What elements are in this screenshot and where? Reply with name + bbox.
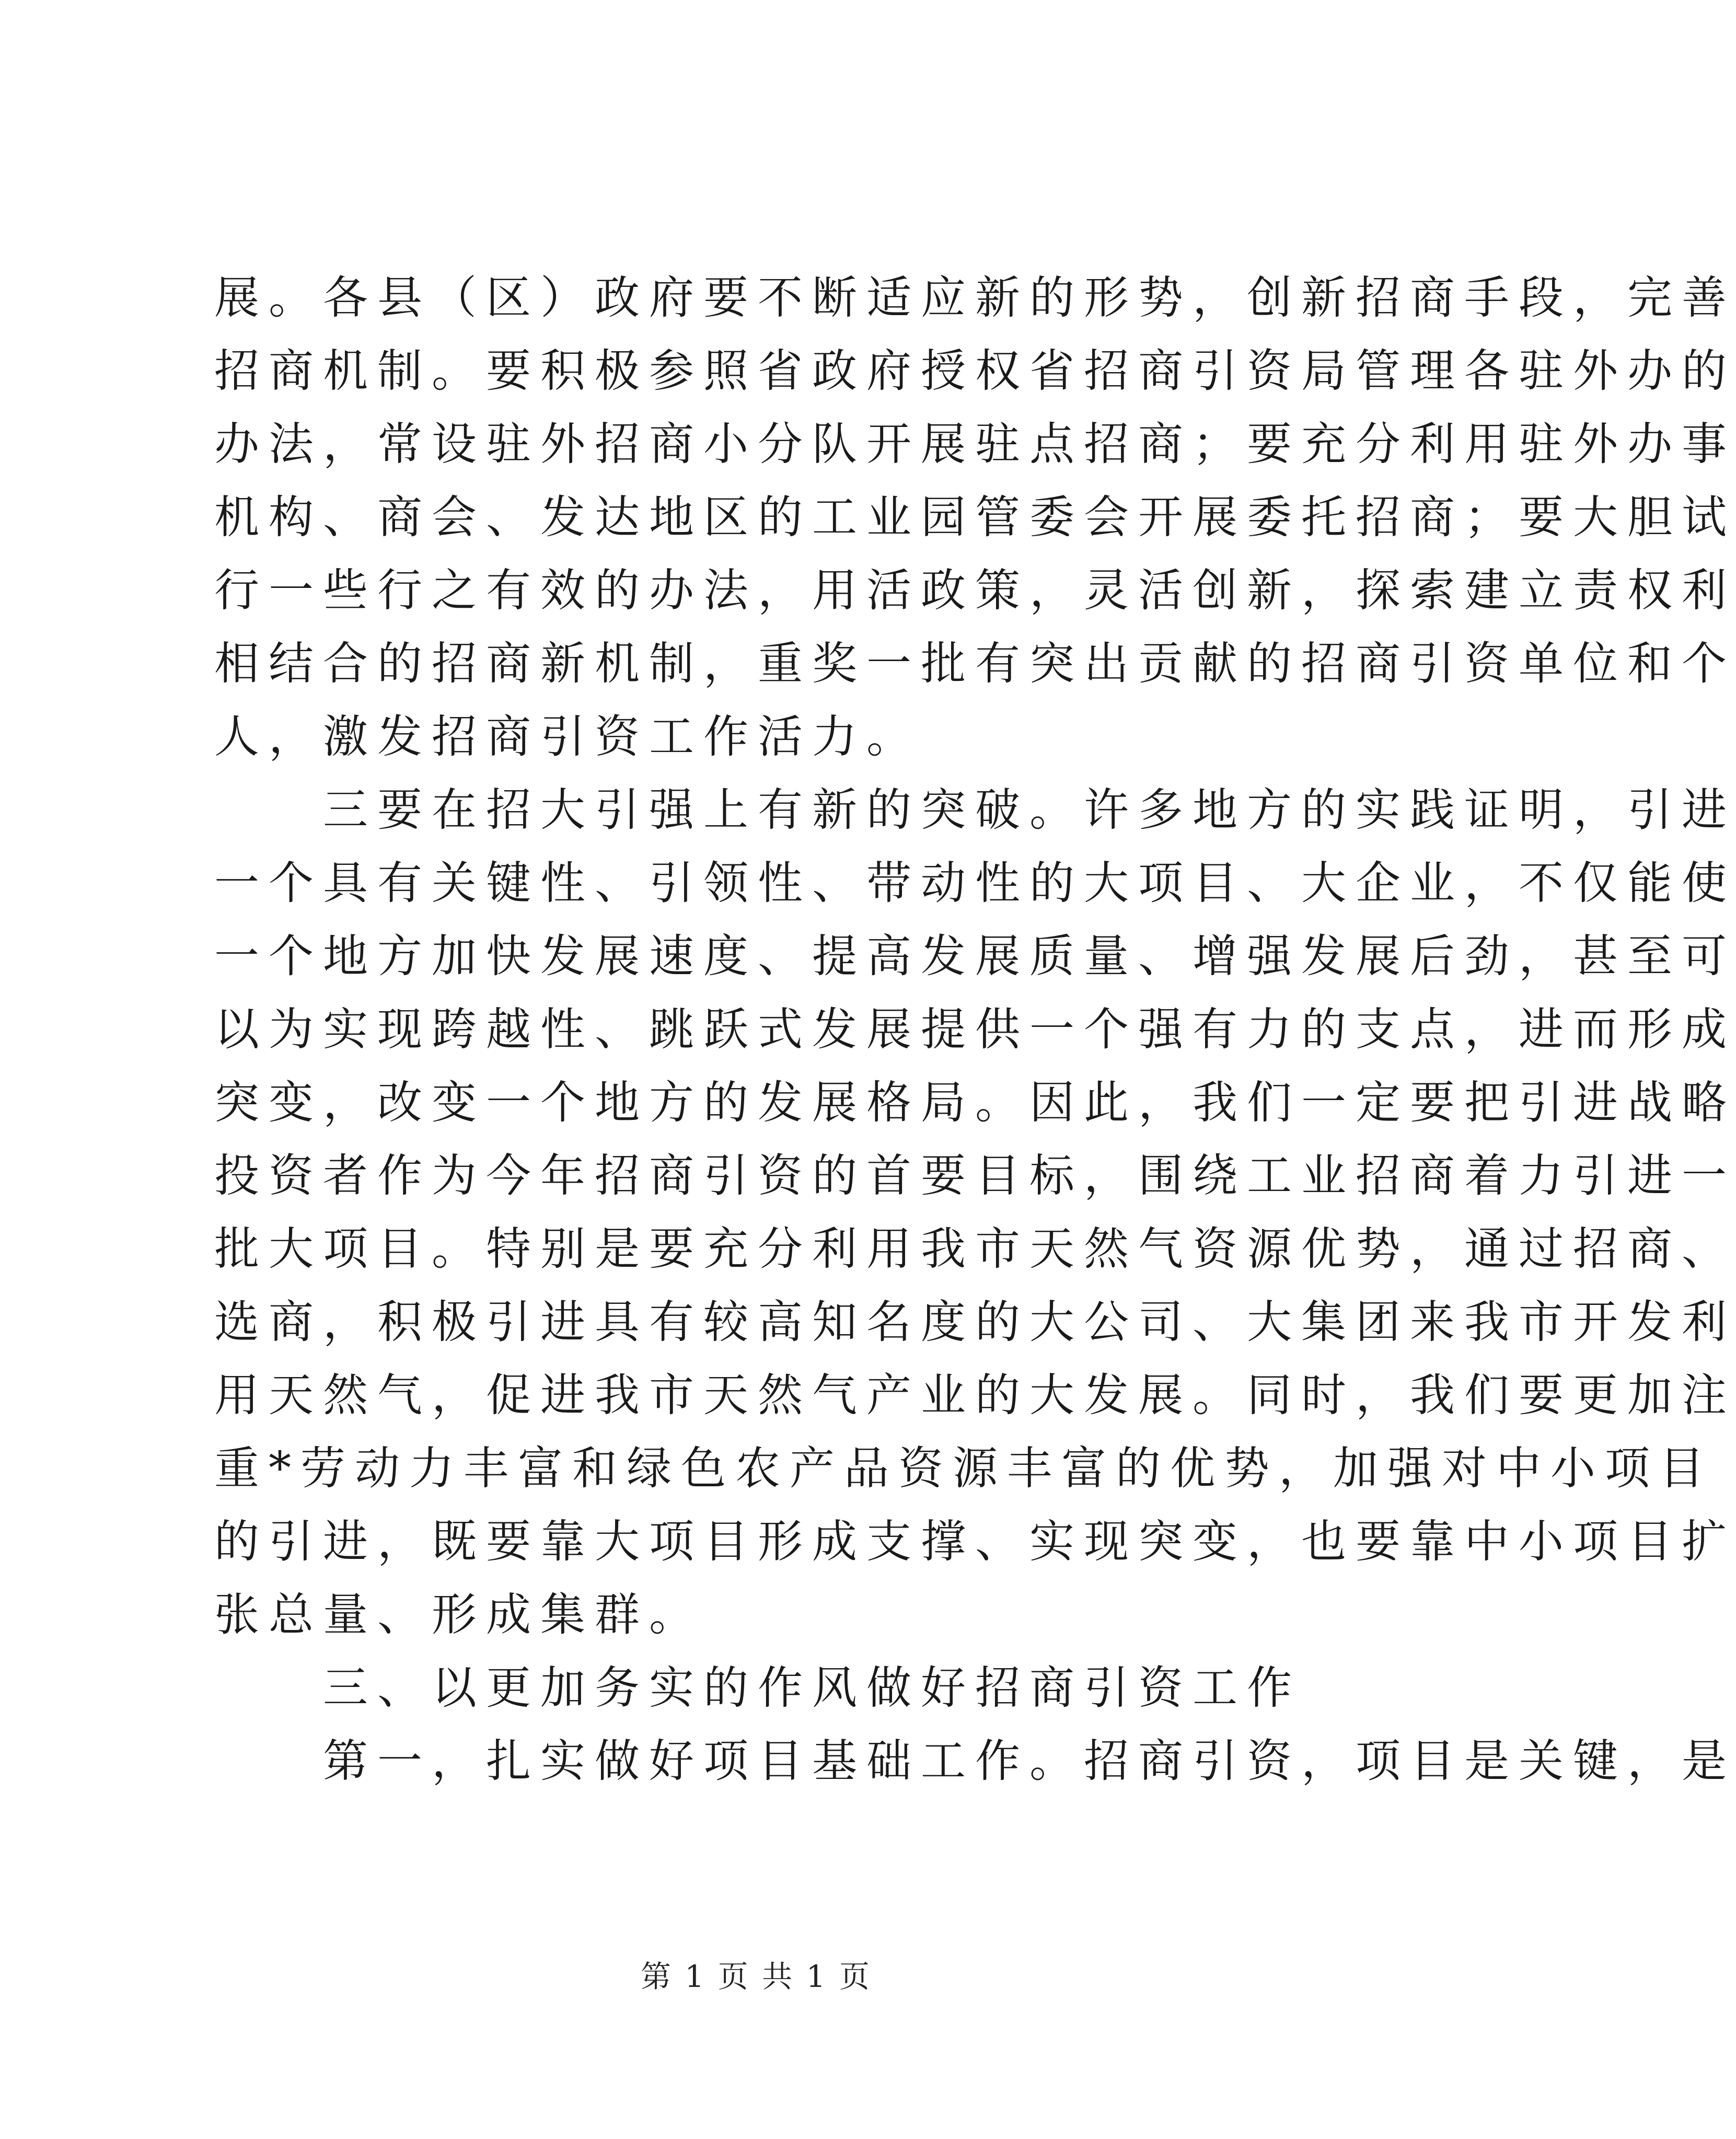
page-footer: 第 1 页 共 1 页 (641, 1959, 872, 1994)
text-line: 展。各县（区）政府要不断适应新的形势，创新招商手段，完善 (214, 272, 1736, 324)
document-body (214, 261, 1736, 1798)
text-line: 选商，积极引进具有较高知名度的大公司、大集团来我市开发利 (214, 1296, 1736, 1348)
text-line: 相结合的招商新机制，重奖一批有突出贡献的招商引资单位和个 (214, 638, 1736, 690)
text-line: 办法，常设驻外招商小分队开展驻点招商；要充分利用驻外办事 (214, 418, 1736, 470)
text-line: 突变，改变一个地方的发展格局。因此，我们一定要把引进战略 (214, 1077, 1736, 1129)
text-line: 行一些行之有效的办法，用活政策，灵活创新，探索建立责权利 (214, 564, 1736, 617)
text-line: 以为实现跨越性、跳跃式发展提供一个强有力的支点，进而形成 (214, 1003, 1736, 1056)
text-line: 批大项目。特别是要充分利用我市天然气资源优势，通过招商、 (214, 1223, 1736, 1275)
text-line: 一个具有关键性、引领性、带动性的大项目、大企业，不仅能使 (214, 857, 1736, 909)
text-line: 招商机制。要积极参照省政府授权省招商引资局管理各驻外办的 (214, 345, 1736, 397)
text-line: 用天然气，促进我市天然气产业的大发展。同时，我们要更加注 (214, 1369, 1736, 1421)
text-line: 投资者作为今年招商引资的首要目标，围绕工业招商着力引进一 (214, 1150, 1736, 1202)
text-line: 一个地方加快发展速度、提高发展质量、增强发展后劲，甚至可 (214, 930, 1736, 982)
text-line: 的引进，既要靠大项目形成支撑、实现突变，也要靠中小项目扩 (214, 1516, 1736, 1568)
text-line: 人，激发招商引资工作活力。 (214, 711, 921, 763)
paragraph-start-line: 三要在招大引强上有新的突破。许多地方的实践证明，引进 (214, 784, 1736, 836)
paragraph-start-line: 第一，扎实做好项目基础工作。招商引资，项目是关键，是 (214, 1735, 1736, 1787)
text-line: 机构、商会、发达地区的工业园管委会开展委托招商；要大胆试 (214, 491, 1736, 544)
text-line: 张总量、形成集群。 (214, 1589, 703, 1641)
text-line: 重*劳动力丰富和绿色农产品资源丰富的优势，加强对中小项目 (214, 1442, 1714, 1495)
section-heading: 三、以更加务实的作风做好招商引资工作 (214, 1662, 1301, 1714)
